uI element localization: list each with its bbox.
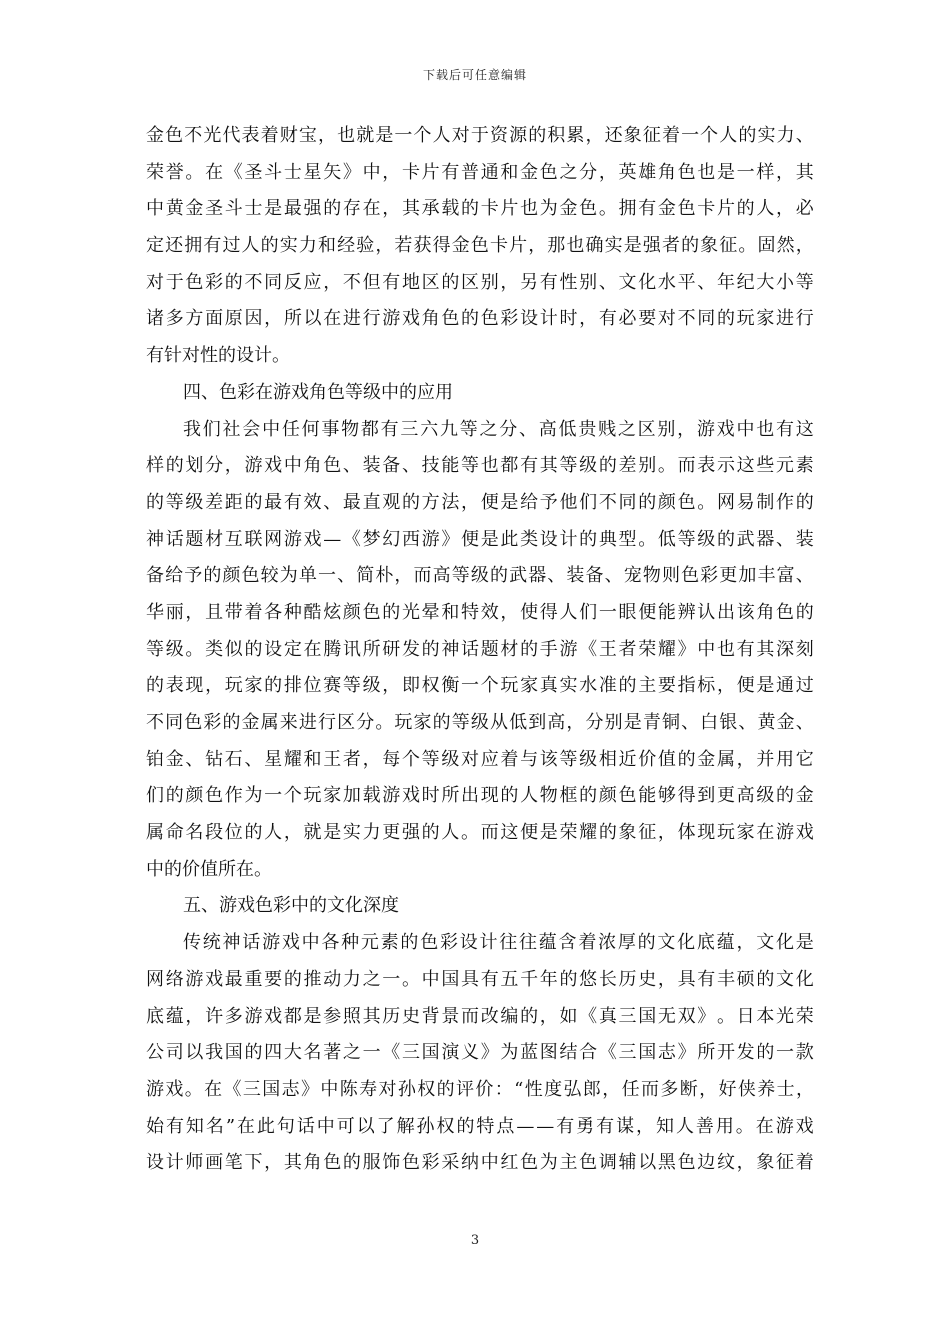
text-line: 始 有 知 名 ” 在 此 句 话 中 可 以 了 解 孙 权 的 特 点 — — 有 勇 有 谋 ， 知 人 善 用 。 在 游 戏 [146, 1115, 814, 1137]
text-line: 传 统 神 话 游 戏 中 各 种 元 素 的 色 彩 设 计 往 往 蕴 含 着 浓 厚 的 文 化 底 蕴 ， 文 化 是 [183, 932, 814, 954]
text-line: 我 们 社 会 中 任 何 事 物 都 有 三 六 九 等 之 分 、 高 低 贵 贱 之 区 别 ， 游 戏 中 也 有 这 [183, 418, 814, 440]
text-line: 荣 誉 。 在 《 圣 斗 士 星 矢 》 中 ， 卡 片 有 普 通 和 金 色 之 分 ， 英 雄 角 色 也 是 一 样 ， 其 [146, 161, 814, 183]
page-number: 3 [470, 1233, 480, 1248]
text-line: 备 给 予 的 颜 色 较 为 单 一 、 简 朴 ， 而 高 等 级 的 武 器 、 装 备 、 宠 物 则 色 彩 更 加 丰 富 、 [146, 565, 814, 587]
text-line: 金 色 不 光 代 表 着 财 宝 ， 也 就 是 一 个 人 对 于 资 源 的 积 累 ， 还 象 征 着 一 个 人 的 实 力 、 [146, 125, 814, 146]
section-heading: 五、游戏色彩中的文化深度 [183, 895, 399, 917]
text-line: 诸 多 方 面 原 因 ， 所 以 在 进 行 游 戏 角 色 的 色 彩 设 计 时 ， 有 必 要 对 不 同 的 玩 家 进 行 [146, 308, 814, 330]
document-body [146, 118, 814, 1182]
text-line: 铂 金 、 钻 石 、 星 耀 和 王 者 ， 每 个 等 级 对 应 着 与 该 等 级 相 近 价 值 的 金 属 ， 并 用 它 [146, 748, 814, 770]
page-header: 下载后可任意编辑 [422, 68, 527, 82]
text-line: 神 话 题 材 互 联 网 游 戏 — 《 梦 幻 西 游 》 便 是 此 类 设 计 的 典 型 。 低 等 级 的 武 器 、 装 [146, 528, 814, 550]
text-line: 华 丽 ， 且 带 着 各 种 酷 炫 颜 色 的 光 晕 和 特 效 ， 使 得 人 们 一 眼 便 能 辨 认 出 该 角 色 的 [146, 601, 814, 623]
section-heading: 四、色彩在游戏角色等级中的应用 [183, 381, 453, 403]
text-line: 网 络 游 戏 最 重 要 的 推 动 力 之 一 。 中 国 具 有 五 千 年 的 悠 长 历 史 ， 具 有 丰 硕 的 文 化 [146, 968, 814, 990]
text-line: 等 级 。 类 似 的 设 定 在 腾 讯 所 研 发 的 神 话 题 材 的 手 游 《 王 者 荣 耀 》 中 也 有 其 深 刻 [146, 638, 814, 660]
text-line: 有针对性的设计。 [146, 345, 290, 367]
text-line: 公 司 以 我 国 的 四 大 名 著 之 一 《 三 国 演 义 》 为 蓝 图 结 合 《 三 国 志 》 所 开 发 的 一 款 [146, 1042, 814, 1064]
text-line: 中的价值所在。 [146, 858, 272, 880]
text-line: 们 的 颜 色 作 为 一 个 玩 家 加 载 游 戏 时 所 出 现 的 人 物 框 的 颜 色 能 够 得 到 更 高 级 的 金 [146, 785, 814, 807]
text-line: 不 同 色 彩 的 金 属 来 进 行 区 分 。 玩 家 的 等 级 从 低 到 高 ， 分 别 是 青 铜 、 白 银 、 黄 金 、 [146, 712, 814, 733]
text-line: 游 戏 。 在 《 三 国 志 》 中 陈 寿 对 孙 权 的 评 价 ： “ 性 度 弘 郎 ， 任 而 多 断 ， 好 侠 养 士 ， [146, 1078, 814, 1100]
text-line: 定 还 拥 有 过 人 的 实 力 和 经 验 ， 若 获 得 金 色 卡 片 ， 那 也 确 实 是 强 者 的 象 征 。 固 然 ， [146, 235, 814, 257]
text-line: 底 蕴 ， 许 多 游 戏 都 是 参 照 其 历 史 背 景 而 改 编 的 ， 如 《 真 三 国 无 双 》 。 日 本 光 荣 [146, 1005, 814, 1027]
text-line: 中 黄 金 圣 斗 士 是 最 强 的 存 在 ， 其 承 载 的 卡 片 也 为 金 色 。 拥 有 金 色 卡 片 的 人 ， 必 [146, 198, 814, 220]
text-line: 对 于 色 彩 的 不 同 反 应 ， 不 但 有 地 区 的 区 别 ， 另 有 性 别 、 文 化 水 平 、 年 纪 大 小 等 [146, 271, 814, 293]
text-line: 的 表 现 ， 玩 家 的 排 位 赛 等 级 ， 即 权 衡 一 个 玩 家 真 实 水 准 的 主 要 指 标 ， 便 是 通 过 [146, 675, 814, 697]
text-line: 样 的 划 分 ， 游 戏 中 角 色 、 装 备 、 技 能 等 也 都 有 其 等 级 的 差 别 。 而 表 示 这 些 元 素 [146, 455, 814, 477]
text-line: 设 计 师 画 笔 下 ， 其 角 色 的 服 饰 色 彩 采 纳 中 红 色 为 主 色 调 辅 以 黑 色 边 纹 ， 象 征 着 [146, 1152, 814, 1174]
text-line: 的 等 级 差 距 的 最 有 效 、 最 直 观 的 方 法 ， 便 是 给 予 他 们 不 同 的 颜 色 。 网 易 制 作 的 [146, 491, 814, 513]
text-line: 属 命 名 段 位 的 人 ， 就 是 实 力 更 强 的 人 。 而 这 便 是 荣 耀 的 象 征 ， 体 现 玩 家 在 游 戏 [146, 822, 814, 844]
